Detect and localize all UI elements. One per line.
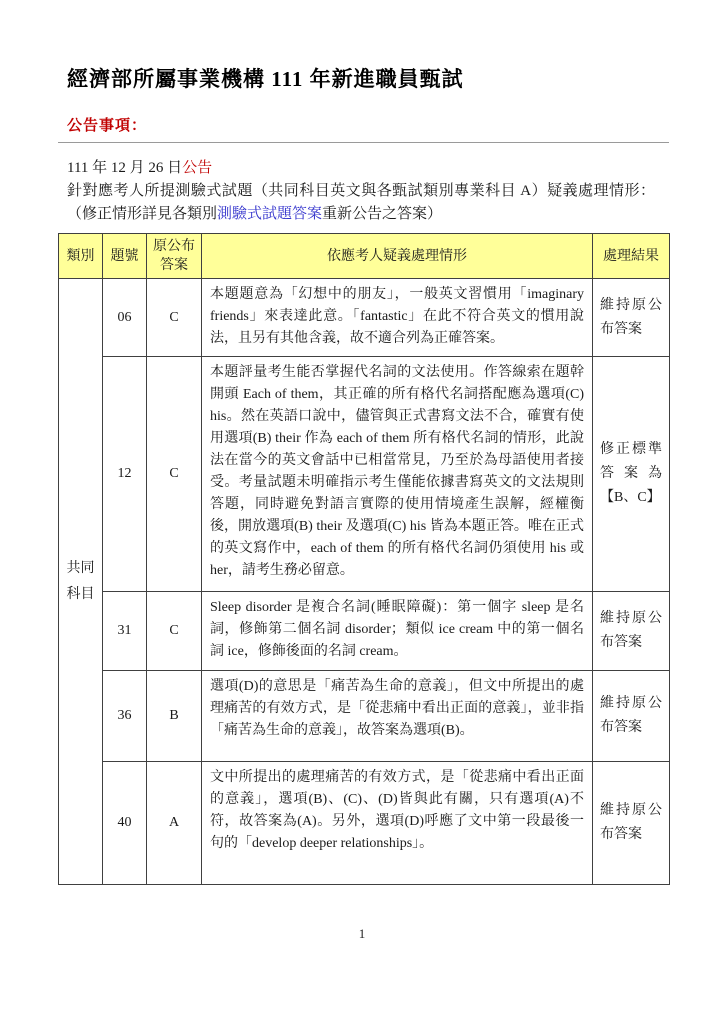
table-row [59,592,670,671]
result-cell: 維持原公布答案 [593,279,670,357]
announcement-date-line [67,157,669,180]
category-cell: 共同科目 [59,279,103,885]
question-no-cell: 36 [103,671,147,762]
col-header-result: 處理結果 [593,234,670,279]
table-header-row [59,234,670,279]
intro-text-before: 針對應考人所提測驗式試題（共同科目英文與各甄試類別專業科目 A）疑義處理情形：（修正情形詳見各類別 [67,183,655,223]
result-cell: 維持原公布答案 [593,762,670,885]
original-answer-cell: C [147,592,202,671]
question-no-cell: 06 [103,279,147,357]
page-number: 1 [358,926,366,941]
original-answer-cell: C [147,279,202,357]
document-title: 經濟部所屬事業機構 111 年新進職員甄試 [67,67,464,91]
original-answer-cell: A [147,762,202,885]
section-divider [58,142,669,143]
col-header-question-no: 題號 [103,234,147,279]
explanation-cell: 本題題意為「幻想中的朋友」，一般英文習慣用「imaginary friends」來表達此意。「fantastic」在此不符合英文的慣用說法，且另有其他含義，故不適合列為正確答案。 [202,279,593,357]
dispute-resolution-table [58,233,670,885]
question-no-cell: 40 [103,762,147,885]
explanation-cell: 文中所提出的處理痛苦的有效方式，是「從悲痛中看出正面的意義」，選項(B)、(C)、(D)皆與此有關，只有選項(A)不符，故答案為(A)。另外，選項(D)呼應了文中第一段最後一句的「develop deeper relationships」。 [202,762,593,885]
col-header-explanation: 依應考人疑義處理情形 [202,234,593,279]
exam-answers-link[interactable]: 測驗式試題答案 [217,206,323,223]
intro-text-after: 重新公告之答案） [322,206,443,223]
col-header-category: 類別 [59,234,103,279]
result-cell: 修正標準答案為【B、C】 [593,357,670,592]
announcement-date-label: 公告 [182,160,213,177]
table-row [59,357,670,592]
announcement-intro [67,180,655,226]
document-body [58,62,669,885]
table-row [59,762,670,885]
question-no-cell: 31 [103,592,147,671]
result-cell: 維持原公布答案 [593,592,670,671]
explanation-cell: 選項(D)的意思是「痛苦為生命的意義」，但文中所提出的處理痛苦的有效方式，是「從悲痛中看出正面的意義」，並非指「痛苦為生命的意義」，故答案為選項(B)。 [202,671,593,762]
question-no-cell: 12 [103,357,147,592]
table-row [59,279,670,357]
result-cell: 維持原公布答案 [593,671,670,762]
explanation-cell: Sleep disorder 是複合名詞(睡眠障礙)：第一個字 sleep 是名詞，修飾第二個名詞 disorder；類似 ice cream 中的第一個名詞 ice，修飾後面的名詞 cream。 [202,592,593,671]
original-answer-cell: B [147,671,202,762]
original-answer-cell: C [147,357,202,592]
announcement-date: 111 年 12 月 26 日 [67,160,183,177]
table-row [59,671,670,762]
explanation-cell: 本題評量考生能否掌握代名詞的文法使用。作答線索在題幹開頭 Each of them，其正確的所有格代名詞搭配應為選項(C) his。然在英語口說中，儘管與正式書寫文法不合，確實有使用選項(B) their 作為 each of them 所有格代名詞的情形，此說法在當今的英文會話中已相當常見，乃至於為母語使用者接受。考量試題未明確指示考生僅能依據書寫英文的文法規則答題，同時避免對語言實際的使用情境產生誤解，經權衡後，開放選項(B) their 及選項(C) his 皆為本題正答。唯在正式的英文寫作中，each of them 的所有格代名詞仍須使用 his 或 her，請考生務必留意。 [202,357,593,592]
announcement-heading: 公告事項： [67,118,148,135]
col-header-original-answer: 原公布答案 [147,234,202,279]
